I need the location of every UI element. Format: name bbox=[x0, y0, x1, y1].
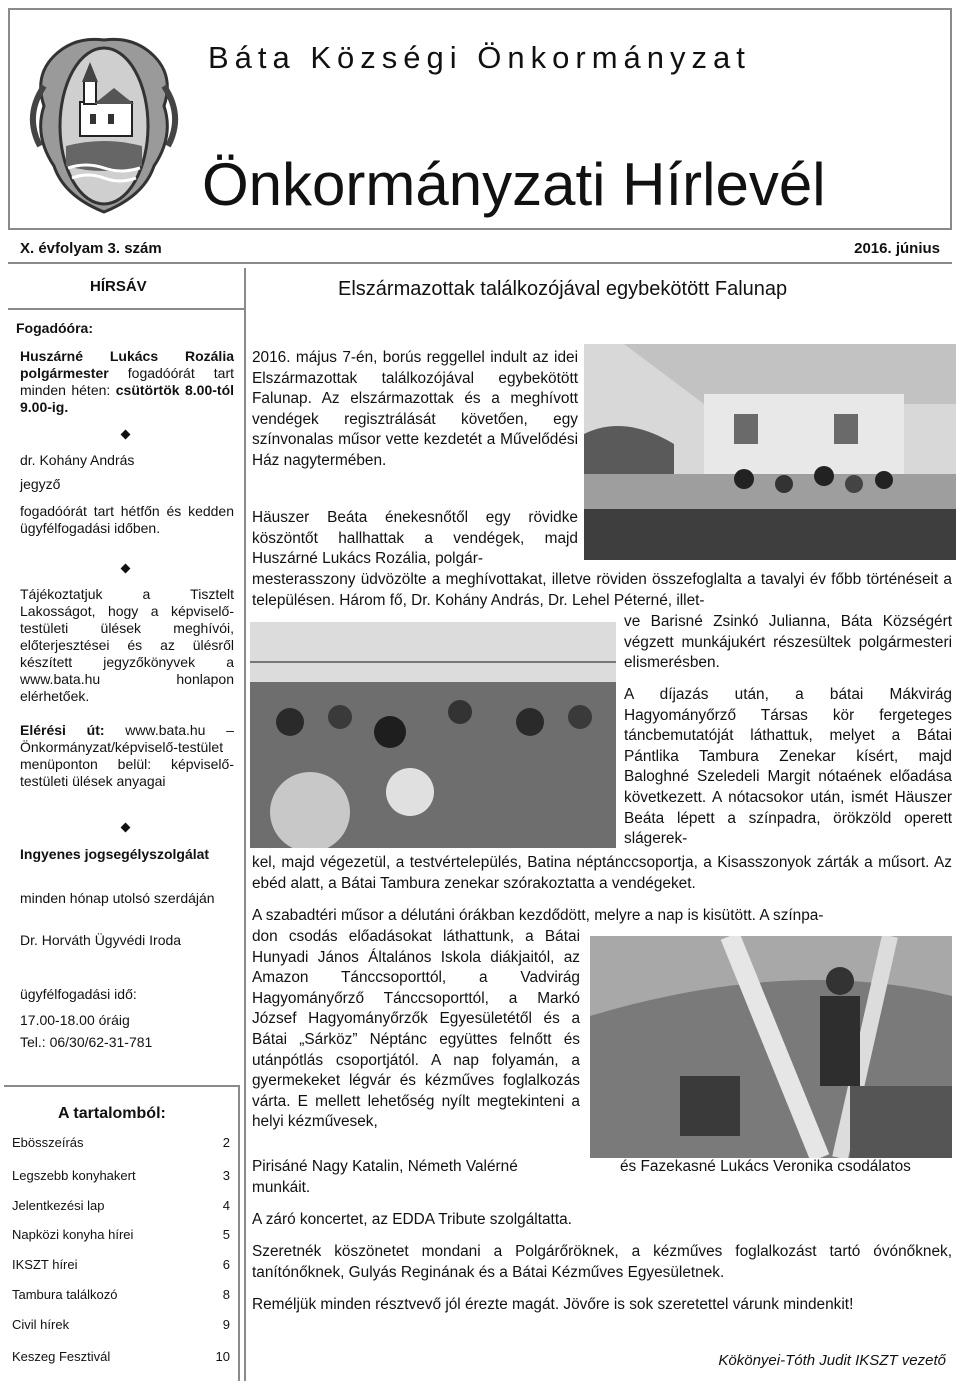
article-paragraph-4b: don csodás előadásokat láthattunk, a Bátai Hunyadi János Általános Iskola diákjaitól, az Amazon Tánccsoporttól, a Vadvirág Hagyományőrző Tánccsoporttól, a Markó József Hagyományőrzők Egyesületétől és a Bátai „Sárköz” Néptánc együttes felnőtt és utánpótlás csoportjától. A nap folyamán, a gyermekeket légvár és kézműves foglalkozás várta. E mellett lehetőség nyílt megtekinteni a helyi kézművesek, bbox=[252, 928, 580, 1131]
article-paragraph-3a: A díjazás után, a bátai Mákvirág Hagyományőrző Társas kör fergeteges táncbemutatóját láthattuk, melyet a Bátai Pántlika Tambura Zenekar kísért, majd Baloghné Szeledeli Margit nótaének előadása következett. A nótacsokor után, ismét Häuszer Beáta lépett a színpadra, örökzöld operett slágerek- bbox=[624, 686, 952, 848]
notary-title: jegyző bbox=[20, 476, 61, 492]
diamond-separator-icon bbox=[121, 564, 131, 574]
toc-item-page: 9 bbox=[222, 1317, 230, 1332]
toc-item-page: 5 bbox=[222, 1227, 230, 1242]
article-paragraph-2a: Häuszer Beáta énekesnőtől egy rövidke köszöntőt hallhattak a vendégek, majd Huszárné Lukács Rozália, polgár- bbox=[252, 509, 578, 568]
toc-item-label: Napközi konyha hírei bbox=[12, 1227, 134, 1242]
info-text: Tájékoztatjuk a Tisztelt Lakosságot, hogy a képviselő-testületi ülések meghívói, előterjesztései és az ülésről készített jegyzőkönyvek a www.bata.hu honlapon elérhetőek. bbox=[20, 586, 234, 704]
toc-item-label: Tambura találkozó bbox=[12, 1287, 118, 1302]
toc-item-label: Keszeg Fesztivál bbox=[12, 1349, 111, 1364]
photo-stage-performance bbox=[584, 344, 956, 560]
toc-item-page: 8 bbox=[222, 1287, 230, 1302]
sidebar-heading: HÍRSÁV bbox=[90, 278, 147, 295]
toc-item-label: Ebösszeírás bbox=[12, 1135, 84, 1150]
legal-aid-phone: Tel.: 06/30/62-31-781 bbox=[20, 1034, 153, 1050]
issue-number: X. évfolyam 3. szám bbox=[20, 240, 162, 257]
coat-of-arms-icon bbox=[24, 16, 184, 222]
masthead bbox=[8, 8, 952, 230]
article-paragraph-4d: munkáit. bbox=[252, 1179, 311, 1196]
issue-date: 2016. június bbox=[854, 240, 940, 257]
legal-aid-hours: 17.00-18.00 óráig bbox=[20, 1012, 130, 1028]
article-paragraph-7: Reméljük minden résztvevő jól érezte magát. Jövőre is sok szeretettel várunk mindenkit! bbox=[252, 1296, 854, 1313]
legal-aid-when: minden hónap utolsó szerdáján bbox=[20, 890, 215, 906]
toc-item-page: 3 bbox=[222, 1168, 230, 1183]
toc-item-label: Jelentkezési lap bbox=[12, 1198, 105, 1213]
office-hours-label: Fogadóóra: bbox=[16, 320, 93, 336]
toc-item-page: 6 bbox=[222, 1257, 230, 1272]
sidebar-divider bbox=[8, 308, 244, 310]
mayor-hours: 8.00-tól 9.00-ig. bbox=[20, 382, 235, 415]
toc-item-page: 10 bbox=[215, 1349, 230, 1364]
toc-item-label: Civil hírek bbox=[12, 1317, 70, 1332]
article-headline: Elszármazottak találkozójával egybekötött Falunap bbox=[338, 278, 788, 300]
article-paragraph-5: A záró koncertet, az EDDA Tribute szolgáltatta. bbox=[252, 1211, 572, 1228]
masthead-divider bbox=[8, 262, 952, 264]
article-paragraph-2b: mesterasszony üdvözölte a meghívottakat, illetve röviden összefoglalta a tavalyi év főbb történéseit a településen. Három fő, Dr. Kohány András, Dr. Lehel Péterné, illet- bbox=[252, 571, 952, 609]
article-paragraph-3b: kel, majd végezetül, a testvértelepülés, Batina néptánccsoportja, a Kisasszonyok zárták a műsort. Az ebéd alatt, a Bátai Tambura zenekar szórakoztatta a vendégeket. bbox=[252, 854, 952, 892]
mayor-text: fogadóórát tart minden héten: bbox=[20, 365, 234, 398]
toc-item-page: 4 bbox=[222, 1198, 230, 1213]
mayor-day: csütörtök bbox=[115, 382, 180, 398]
mayor-office-hours bbox=[20, 348, 234, 416]
access-path bbox=[20, 722, 234, 790]
photo-audience-crowd bbox=[250, 622, 616, 848]
diamond-separator-icon bbox=[121, 823, 131, 833]
toc-item-label: IKSZT hírei bbox=[12, 1257, 78, 1272]
access-path-text: www.bata.hu – Önkormányzat/képviselő-testület menüponton belül: képviselő-testületi ülések anyagai bbox=[20, 722, 234, 789]
column-divider bbox=[244, 268, 246, 1381]
table-of-contents bbox=[4, 1085, 240, 1381]
access-path-label: Elérési út: bbox=[20, 722, 105, 738]
legal-aid-title: Ingyenes jogsegélyszolgálat bbox=[20, 846, 210, 862]
mayor-name: Huszárné Lukács Rozália bbox=[20, 348, 234, 364]
article-paragraph-2c: ve Barisné Zsinkó Julianna, Báta Községért végzett munkájukért részesültek polgármesteri elismerésben. bbox=[624, 613, 952, 672]
article-paragraph-4c-right: és Fazekasné Lukács Veronika csodálatos bbox=[620, 1158, 911, 1175]
legal-aid-office: Dr. Horváth Ügyvédi Iroda bbox=[20, 932, 182, 948]
newsletter-title: Önkormányzati Hírlevél bbox=[202, 151, 826, 218]
organization-name: Báta Községi Önkormányzat bbox=[208, 40, 751, 75]
diamond-separator-icon bbox=[121, 430, 131, 440]
toc-item-page: 2 bbox=[222, 1135, 230, 1150]
notary-text: fogadóórát tart hétfőn és kedden ügyfélfogadási időben. bbox=[20, 503, 234, 536]
legal-aid-hours-label: ügyfélfogadási idő: bbox=[20, 986, 137, 1002]
mayor-title: polgármester bbox=[20, 365, 109, 381]
article-paragraph-4c-left: Pirisáné Nagy Katalin, Németh Valérné bbox=[252, 1158, 518, 1175]
toc-title: A tartalomból: bbox=[58, 1105, 166, 1122]
article-paragraph-1: 2016. május 7-én, borús reggellel indult az idei Elszármazottak találkozójával egybekötött Falunap. Az elszármazottak és a meghívott vendégek regisztrálását követően, egy színvonalas műsor vette kezdetét a Művelődési Ház nagytermében. bbox=[252, 349, 578, 469]
article-paragraph-4a: A szabadtéri műsor a délutáni órákban kezdődött, melyre a nap is kisütött. A színpa- bbox=[252, 907, 824, 924]
toc-item-label: Legszebb konyhakert bbox=[12, 1168, 136, 1183]
article-signature: Kökönyei-Tóth Judit IKSZT vezető bbox=[718, 1352, 946, 1369]
photo-outdoor-event bbox=[590, 936, 952, 1158]
article-paragraph-6: Szeretnék köszönetet mondani a Polgárőröknek, a kézműves foglalkozást tartó óvónőknek, tanítónőknek, Gulyás Reginának és a Bátai Kézműves Egyesületnek. bbox=[252, 1243, 952, 1281]
notary-name: dr. Kohány András bbox=[20, 452, 135, 468]
